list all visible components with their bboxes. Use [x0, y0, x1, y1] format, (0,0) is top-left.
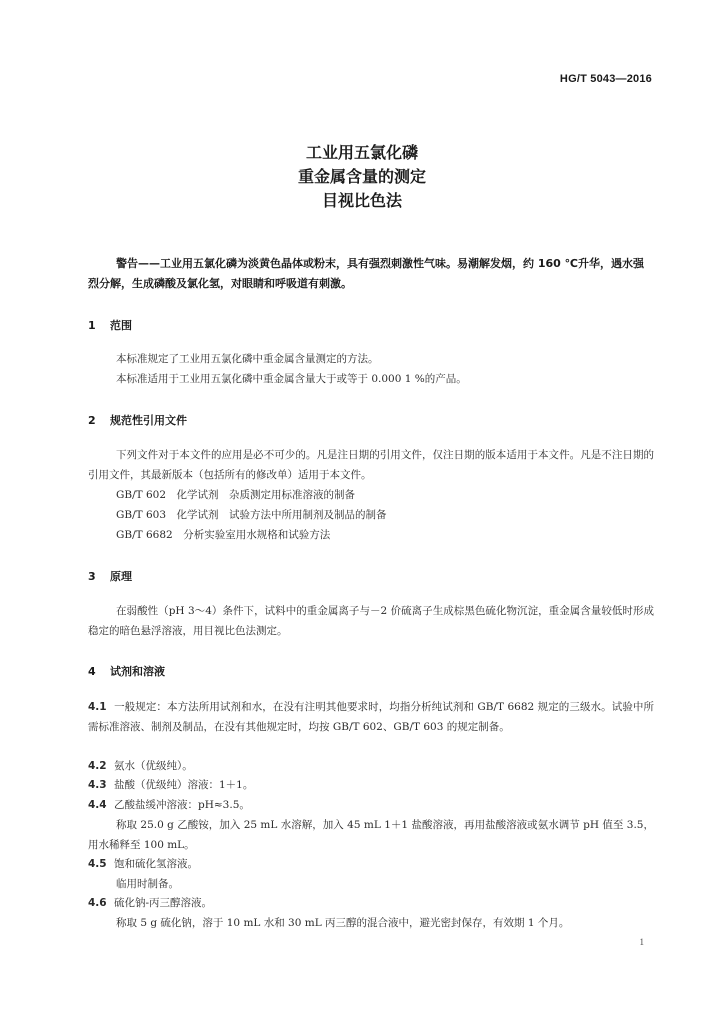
clause-4-3	[88, 776, 654, 796]
clause-4-4-detail: 称取 25.0 g 乙酸铵，加入 25 mL 水溶解，加入 45 mL 1＋1 盐酸溶液，再用盐酸溶液或氨水调节 pH 值至 3.5，用水稀释至 100 mL。	[88, 819, 654, 851]
section-number: 4	[88, 665, 96, 678]
section-title: 规范性引用文件	[110, 414, 187, 427]
section-4-heading	[88, 663, 165, 679]
clause-text: 饱和硫化氢溶液。	[114, 858, 198, 870]
clause-4-5-detail: 临用时制备。	[116, 878, 179, 890]
references-intro: 下列文件对于本文件的应用是必不可少的。凡是注日期的引用文件，仅注日期的版本适用于本文件。凡是不注日期的引用文件，其最新版本（包括所有的修改单）适用于本文件。	[88, 449, 654, 481]
clause-text: 乙酸盐缓冲溶液：pH≈3.5。	[114, 799, 250, 811]
clause-4-1	[88, 698, 654, 737]
principle-paragraph: 在弱酸性（pH 3～4）条件下，试料中的重金属离子与－2 价硫离子生成棕黑色硫化物沉淀，重金属含量较低时形成稳定的暗色悬浮溶液，用目视比色法测定。	[88, 605, 654, 637]
section-title: 原理	[110, 570, 132, 583]
clause-number: 4.3	[88, 779, 107, 791]
clause-number: 4.5	[88, 858, 107, 870]
clause-4-6	[88, 894, 654, 914]
clause-text: 硫化钠-丙三醇溶液。	[114, 897, 213, 909]
section-title: 试剂和溶液	[110, 665, 165, 678]
clause-4-6-detail: 称取 5 g 硫化钠，溶于 10 mL 水和 30 mL 丙三醇的混合液中，避光密封保存，有效期 1 个月。	[116, 917, 570, 929]
clause-4-2	[88, 757, 654, 777]
section-title: 范围	[110, 319, 132, 332]
scope-paragraph-2: 本标准适用于工业用五氯化磷中重金属含量大于或等于 0.000 1 %的产品。	[116, 373, 467, 385]
section-2-heading	[88, 412, 187, 428]
standard-number: HG/T 5043—2016	[559, 73, 652, 85]
clause-number: 4.6	[88, 897, 107, 909]
section-number: 3	[88, 570, 96, 583]
scope-paragraph-1: 本标准规定了工业用五氯化磷中重金属含量测定的方法。	[116, 353, 379, 365]
reference-item: GB/T 6682 分析实验室用水规格和试验方法	[116, 529, 331, 541]
reference-item: GB/T 602 化学试剂 杂质测定用标准溶液的制备	[116, 489, 356, 501]
clause-text: 氨水（优级纯）。	[114, 760, 193, 772]
clause-text: 盐酸（优级纯）溶液：1＋1。	[114, 779, 254, 791]
clause-number: 4.4	[88, 799, 107, 811]
page-number: 1	[639, 937, 644, 947]
clause-text: 一般规定：本方法所用试剂和水，在没有注明其他要求时，均指分析纯试剂和 GB/T 6682 规定的三级水。试验中所需标准溶液、制剂及制品，在没有其他规定时，均按 GB/T 602、GB/T 603 的规定制备。	[88, 701, 654, 733]
reference-item: GB/T 603 化学试剂 试验方法中所用制剂及制品的制备	[116, 509, 387, 521]
warning-paragraph: 警告——工业用五氯化磷为淡黄色晶体或粉末，具有强烈刺激性气味。易潮解发烟，约 160 ℃升华，遇水强烈分解，生成磷酸及氯化氢，对眼睛和呼吸道有刺激。	[88, 257, 644, 290]
section-1-heading	[88, 317, 132, 333]
clause-4-5	[88, 855, 654, 875]
clause-number: 4.2	[88, 760, 107, 772]
title-line-3: 目视比色法	[321, 191, 402, 210]
title-line-2: 重金属含量的测定	[297, 167, 426, 186]
title-line-1: 工业用五氯化磷	[305, 143, 418, 162]
section-3-heading	[88, 568, 132, 584]
section-number: 1	[88, 319, 96, 332]
clause-4-4	[88, 796, 654, 816]
document-title	[0, 141, 724, 213]
clause-number: 4.1	[88, 701, 107, 713]
section-number: 2	[88, 414, 96, 427]
